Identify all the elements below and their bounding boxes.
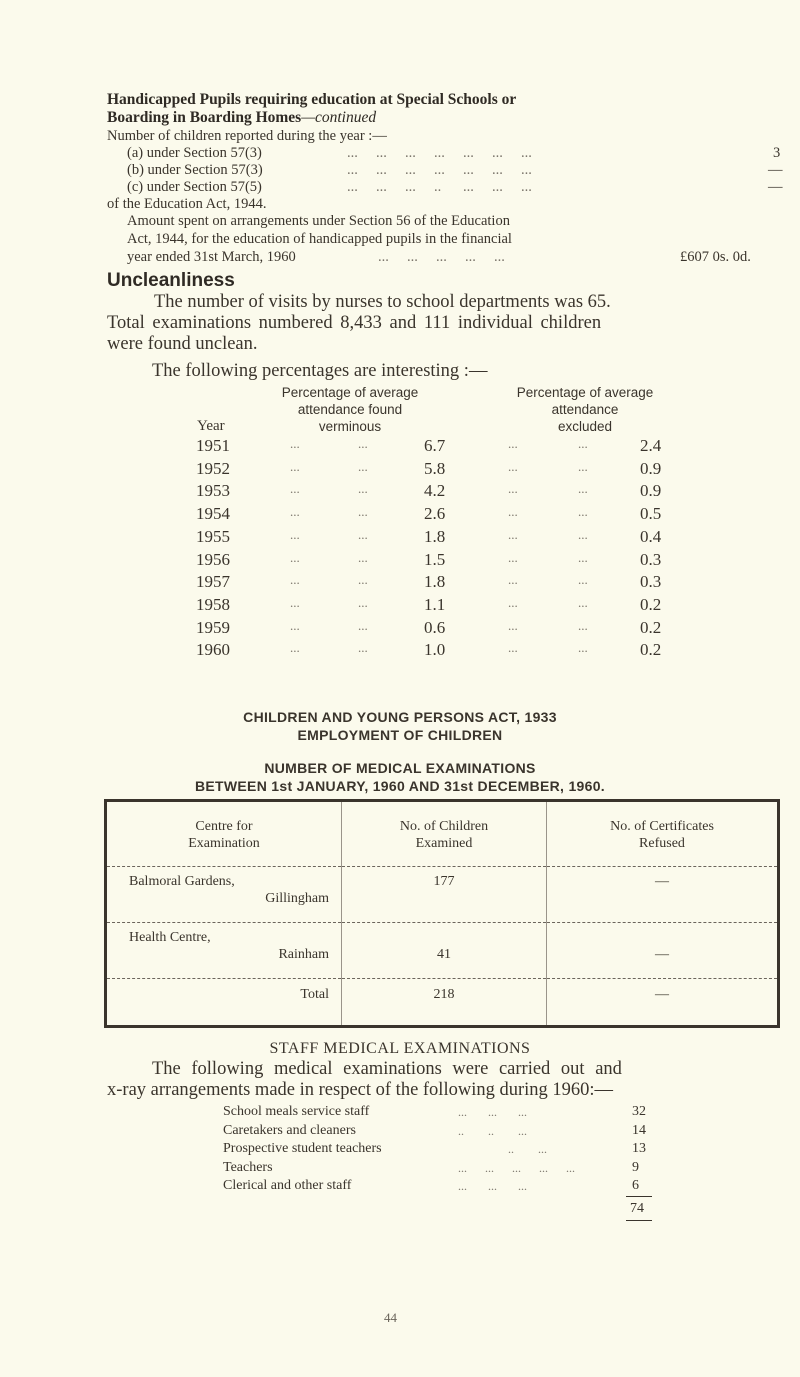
verminous-cell: 5.8: [424, 458, 446, 478]
staff-value: 13: [632, 1141, 646, 1156]
leader: ...: [508, 640, 518, 656]
leader: ...: [290, 549, 300, 565]
staff-value: 32: [632, 1104, 646, 1119]
verminous-cell: 1.1: [424, 594, 446, 614]
verminous-cell: 1.5: [424, 549, 446, 569]
table-row: [0, 595, 800, 617]
amount-line3: year ended 31st March, 1960: [127, 249, 296, 265]
col-header-verminous: [270, 384, 430, 435]
cell-centre: [106, 867, 342, 923]
leader: ...: [358, 617, 368, 633]
leader: ...: [508, 436, 518, 451]
col-header-excluded: [490, 384, 680, 435]
table-row: [0, 618, 800, 640]
leader: ...: [508, 594, 518, 610]
col-header-line: excluded: [557, 419, 613, 434]
reported-intro: Number of children reported during the year :—: [107, 128, 387, 144]
item-a-label: (a) under Section 57(3): [127, 145, 262, 161]
cell-refused: —: [547, 867, 779, 923]
employment-heading2: EMPLOYMENT OF CHILDREN: [297, 727, 503, 743]
table-row: [0, 527, 800, 549]
leader: .. .. ...: [458, 1123, 527, 1138]
table-row: [0, 640, 800, 662]
leader: ...: [578, 549, 588, 565]
cell-refused: —: [547, 923, 779, 979]
header-line: No. of Certificates: [610, 819, 714, 834]
header-line: Examined: [415, 836, 473, 851]
table-row: [106, 923, 779, 979]
centre-line: Gillingham: [265, 891, 329, 906]
item-a-value: 3: [773, 145, 781, 161]
total-rule: [626, 1220, 652, 1221]
verminous-cell: 1.8: [424, 572, 446, 592]
leader: ...: [578, 594, 588, 610]
item-b-value: —: [768, 162, 783, 178]
excluded-cell: 0.3: [640, 549, 662, 569]
col-header-line: Percentage of average: [281, 385, 419, 400]
item-c-value: —: [768, 179, 783, 195]
act-line: of the Education Act, 1944.: [107, 196, 267, 212]
leader: ...: [358, 504, 368, 520]
leader: ...: [290, 640, 300, 656]
col-header-line: attendance: [551, 402, 619, 417]
table-row: [0, 572, 800, 594]
leader: ...: [508, 617, 518, 633]
employment-heading4: BETWEEN 1st JANUARY, 1960 AND 31st DECEMBER, 1960.: [195, 778, 605, 794]
leader: ...: [578, 572, 588, 588]
medical-examinations-table: [104, 799, 780, 1028]
staff-label: Caretakers and cleaners: [223, 1122, 356, 1138]
total-label: Total: [106, 979, 342, 1027]
leader: ...: [578, 458, 588, 474]
section-title-handicapped: Handicapped Pupils requiring education at Special Schools or: [107, 91, 517, 108]
table-row: [106, 867, 779, 923]
staff-label: Teachers: [223, 1159, 273, 1175]
staff-total: 74: [630, 1201, 644, 1216]
item-b-label: (b) under Section 57(3): [127, 162, 263, 178]
header-line: Examination: [188, 836, 260, 851]
unclean-para-line2: Total examinations numbered 8,433 and 111 individual children: [107, 313, 602, 333]
amount-value: £607 0s. 0d.: [680, 249, 751, 265]
unclean-para-line3: were found unclean.: [107, 334, 258, 354]
leader: ...: [290, 617, 300, 633]
leader: ...: [358, 572, 368, 588]
table-header-row: [106, 801, 779, 867]
leader: ...: [290, 504, 300, 520]
leader: ... ... ...: [458, 1179, 527, 1193]
table-row: [0, 436, 800, 458]
staff-label: School meals service staff: [223, 1104, 370, 1119]
leader: ... ... ... ... ...: [458, 1160, 575, 1175]
leader: ...: [578, 504, 588, 520]
leader: ...: [290, 594, 300, 610]
staff-value: 9: [632, 1159, 639, 1175]
excluded-cell: 0.9: [640, 458, 662, 478]
excluded-cell: 0.3: [640, 572, 662, 592]
item-b-leader: ... ... ... ... ... ... ...: [347, 162, 532, 178]
verminous-cell: 0.6: [424, 617, 446, 637]
amount-line1: Amount spent on arrangements under Section 56 of the Education: [127, 213, 510, 229]
leader: ...: [578, 640, 588, 656]
leader: .. ...: [508, 1142, 547, 1156]
list-item: [0, 1103, 800, 1121]
cell-examined: 177: [342, 867, 547, 923]
leader: ...: [290, 526, 300, 542]
item-c-leader: ... ... ... .. ... ... ...: [347, 179, 532, 195]
table-row: [0, 481, 800, 503]
verminous-cell: 1.0: [424, 640, 446, 660]
excluded-cell: 0.5: [640, 504, 662, 524]
page-number: 44: [384, 1310, 397, 1325]
leader: ... ... ...: [458, 1105, 527, 1119]
year-cell: 1951: [196, 436, 230, 455]
excluded-cell: 0.9: [640, 481, 662, 501]
col-header-line: attendance found: [297, 402, 403, 417]
leader: ...: [578, 481, 588, 497]
year-cell: 1956: [196, 549, 230, 569]
leader: ...: [508, 481, 518, 497]
year-cell: 1952: [196, 458, 230, 478]
header-line: Refused: [639, 836, 685, 851]
excluded-cell: 0.2: [640, 640, 662, 660]
leader: ...: [578, 617, 588, 633]
leader: ...: [290, 458, 300, 474]
verminous-cell: 2.6: [424, 504, 446, 524]
centre-line: Balmoral Gardens,: [129, 874, 235, 889]
leader: ...: [508, 572, 518, 588]
leader: ...: [290, 436, 300, 451]
leader: ...: [358, 526, 368, 542]
staff-value: 6: [632, 1178, 639, 1193]
title-suffix: —continued: [301, 109, 377, 126]
item-a-leader: ... ... ... ... ... ... ...: [347, 145, 532, 161]
section-title-handicapped-line2: [107, 109, 376, 127]
list-item: [0, 1140, 800, 1158]
excluded-cell: 0.2: [640, 617, 662, 637]
table-total-row: [106, 979, 779, 1027]
verminous-cell: 4.2: [424, 481, 446, 501]
excluded-cell: 2.4: [640, 436, 662, 455]
staff-label: Clerical and other staff: [223, 1178, 352, 1193]
list-item: [0, 1159, 800, 1177]
leader: ...: [358, 458, 368, 474]
total-refused: —: [547, 979, 779, 1027]
employment-heading1: CHILDREN AND YOUNG PERSONS ACT, 1933: [243, 709, 557, 725]
year-cell: 1960: [196, 640, 230, 660]
year-cell: 1954: [196, 504, 230, 524]
list-item: [0, 1177, 800, 1195]
col-header-year: Year: [197, 418, 225, 434]
leader: ...: [290, 572, 300, 588]
table-row: [0, 459, 800, 481]
leader: ...: [508, 458, 518, 474]
cell-centre: [106, 923, 342, 979]
leader: ...: [578, 436, 588, 451]
percentages-intro: The following percentages are interesting :—: [152, 361, 488, 381]
staff-para-line2: x-ray arrangements made in respect of the following during 1960:—: [107, 1080, 614, 1100]
excluded-cell: 0.2: [640, 594, 662, 614]
employment-heading3: NUMBER OF MEDICAL EXAMINATIONS: [264, 760, 536, 776]
staff-heading: STAFF MEDICAL EXAMINATIONS: [269, 1040, 531, 1057]
leader: ...: [358, 640, 368, 656]
amount-line2: Act, 1944, for the education of handicapped pupils in the financial: [127, 231, 512, 247]
leader: ...: [508, 504, 518, 520]
centre-line: Rainham: [278, 947, 329, 962]
header-centre: [106, 801, 342, 867]
year-cell: 1957: [196, 572, 230, 592]
cell-examined: 41: [342, 923, 547, 979]
header-line: No. of Children: [399, 819, 489, 834]
table-row: [0, 550, 800, 572]
col-header-line: verminous: [318, 419, 382, 434]
amount-leader: ... ... ... ... ...: [378, 249, 505, 265]
leader: ...: [290, 481, 300, 497]
year-cell: 1959: [196, 617, 230, 637]
leader: ...: [358, 481, 368, 497]
leader: ...: [508, 526, 518, 542]
staff-label: Prospective student teachers: [223, 1141, 382, 1156]
leader: ...: [508, 549, 518, 565]
verminous-cell: 6.7: [424, 436, 446, 455]
staff-value: 14: [632, 1122, 646, 1138]
header-refused: [547, 801, 779, 867]
title-main: Boarding in Boarding Homes: [107, 109, 302, 126]
centre-line: Health Centre,: [129, 930, 211, 945]
leader: ...: [358, 549, 368, 565]
excluded-cell: 0.4: [640, 526, 662, 546]
leader: ...: [578, 526, 588, 542]
leader: ...: [358, 436, 368, 451]
leader: ...: [358, 594, 368, 610]
item-c-label: (c) under Section 57(5): [127, 179, 262, 195]
year-cell: 1958: [196, 594, 230, 614]
header-line: Centre for: [195, 819, 253, 834]
year-cell: 1955: [196, 526, 230, 546]
total-rule: [626, 1196, 652, 1197]
total-examined: 218: [342, 979, 547, 1027]
header-examined: [342, 801, 547, 867]
verminous-cell: 1.8: [424, 526, 446, 546]
uncleanliness-heading: Uncleanliness: [107, 270, 235, 291]
year-cell: 1953: [196, 481, 230, 501]
col-header-line: Percentage of average: [516, 385, 654, 400]
staff-para-line1: The following medical examinations were carried out and: [152, 1059, 622, 1079]
list-item: [0, 1122, 800, 1140]
unclean-para-line1: The number of visits by nurses to school departments was 65.: [154, 292, 611, 312]
table-row: [0, 504, 800, 526]
